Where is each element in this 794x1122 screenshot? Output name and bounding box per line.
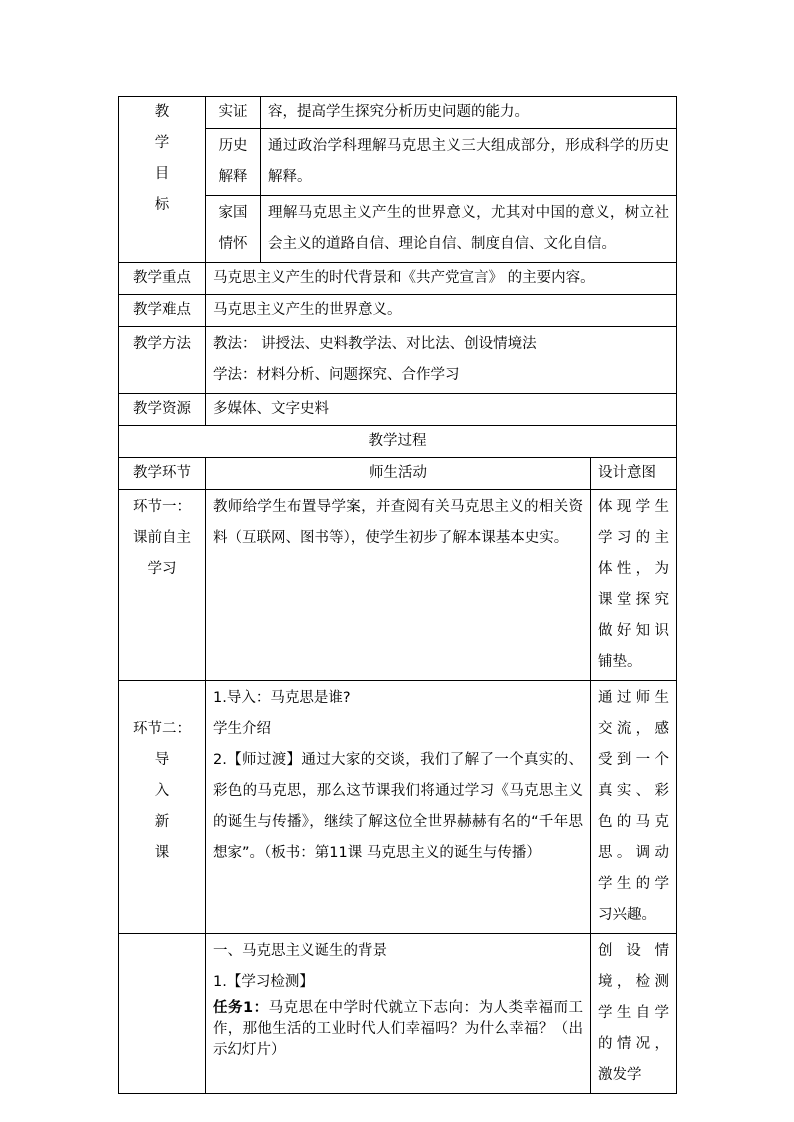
intent-cell: 通过师生交流，感受到一个真实、彩色的马克思。调动学生的学习兴趣。 <box>591 681 677 934</box>
task-text: 马克思在中学时代就立下志向：为人类幸福而工作，那他生活的工业时代人们幸福吗？为什么幸福？（出示幻灯片） <box>213 1000 583 1058</box>
resources-label: 教学资源 <box>119 394 206 426</box>
lesson-plan-table <box>118 96 677 1094</box>
objectives-label-char: 目 <box>154 166 170 182</box>
objective-sub-label: 历史 解释 <box>206 129 261 196</box>
activity-cell: 1.导入：马克思是谁? 学生介绍 2.【师过渡】通过大家的交谈，我们了解了一个真实的、彩色的马克思，那么这节课我们将通过学习《马克思主义的诞生与传播》，继续了解这位全世界赫赫有名的“千年思想家”。（板书：第11课 马克思主义的诞生与传播） <box>206 681 591 934</box>
resources-text: 多媒体、文字史料 <box>206 394 677 426</box>
stage-cell <box>119 934 206 1094</box>
intent-cell: 体现学生学习的主体性，为课堂探究做好知识铺垫。 <box>591 490 677 681</box>
difficulty-text: 马克思主义产生的世界意义。 <box>206 295 677 327</box>
header-intent: 设计意图 <box>591 458 677 490</box>
method-text <box>206 327 677 394</box>
difficulty-label: 教学难点 <box>119 295 206 327</box>
objectives-label-char: 学 <box>154 135 170 151</box>
stage-cell: 环节一： 课前自主 学习 <box>119 490 206 681</box>
activity-cell: 一、马克思主义诞生的背景 1.【学习检测】 任务1：马克思在中学时代就立下志向：为人类幸福而工作，那他生活的工业时代人们幸福吗？为什么幸福？（出示幻灯片） <box>206 934 591 1094</box>
objective-text: 容，提高学生探究分析历史问题的能力。 <box>261 97 677 129</box>
objectives-label-cell <box>119 97 206 263</box>
objectives-label-char: 标 <box>154 197 170 213</box>
header-activity: 师生活动 <box>206 458 591 490</box>
process-title: 教学过程 <box>119 426 677 458</box>
key-point-label: 教学重点 <box>119 263 206 295</box>
learning-method-line: 学法：材料分析、问题探究、合作学习 <box>213 367 460 383</box>
intent-cell: 创设情境，检测学生自学的情况，激发学 <box>591 934 677 1094</box>
activity-cell: 教师给学生布置导学案，并查阅有关马克思主义的相关资料（互联网、图书等），使学生初步了解本课基本史实。 <box>206 490 591 681</box>
objectives-label-char: 教 <box>154 104 170 120</box>
teaching-method-line: 教法： 讲授法、史料教学法、对比法、创设情境法 <box>213 336 537 352</box>
objective-sub-label: 家国 情怀 <box>206 196 261 263</box>
method-label: 教学方法 <box>119 327 206 394</box>
header-stage: 教学环节 <box>119 458 206 490</box>
objective-sub-label: 实证 <box>206 97 261 129</box>
stage-cell: 环节二： 导 入 新 课 <box>119 681 206 934</box>
key-point-text: 马克思主义产生的时代背景和《共产党宣言》 的主要内容。 <box>206 263 677 295</box>
task-label: 任务1： <box>213 1000 269 1016</box>
objective-text: 通过政治学科理解马克思主义三大组成部分，形成科学的历史解释。 <box>261 129 677 196</box>
objective-text: 理解马克思主义产生的世界意义，尤其对中国的意义，树立社会主义的道路自信、理论自信、制度自信、文化自信。 <box>261 196 677 263</box>
